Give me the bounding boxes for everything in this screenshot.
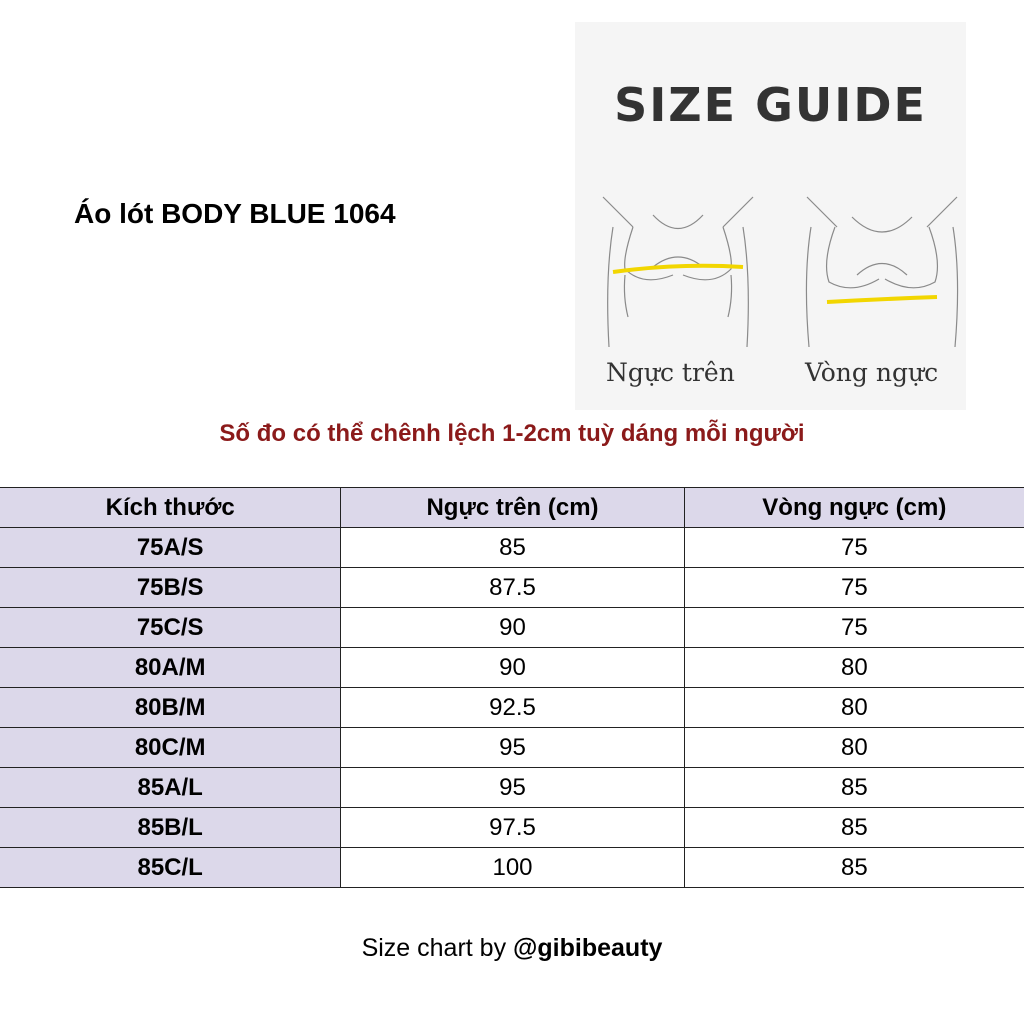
header-size: Kích thước (0, 488, 341, 528)
underbust-cell: 75 (684, 608, 1024, 648)
underbust-cell: 75 (684, 568, 1024, 608)
size-cell: 80A/M (0, 648, 341, 688)
table-row (0, 568, 1024, 608)
table-header-row (0, 488, 1024, 528)
table-row (0, 608, 1024, 648)
underbust-caption: Vòng ngực (805, 358, 939, 387)
header-upper-bust: Ngực trên (cm) (341, 488, 684, 528)
upper-bust-cell: 90 (341, 608, 684, 648)
underbust-measure-icon (797, 187, 967, 357)
underbust-cell: 80 (684, 688, 1024, 728)
table-row (0, 728, 1024, 768)
upper-bust-cell: 97.5 (341, 808, 684, 848)
size-cell: 80B/M (0, 688, 341, 728)
upper-bust-cell: 90 (341, 648, 684, 688)
footer-prefix: Size chart by (361, 934, 514, 962)
size-guide-title: SIZE GUIDE (614, 78, 927, 132)
upper-bust-cell: 85 (341, 528, 684, 568)
product-title: Áo lót BODY BLUE 1064 (74, 198, 396, 229)
size-cell: 85B/L (0, 808, 341, 848)
header-underbust: Vòng ngực (cm) (684, 488, 1024, 528)
size-guide-panel (575, 22, 966, 410)
upper-bust-cell: 95 (341, 728, 684, 768)
footer-handle: @gibibeauty (513, 934, 663, 962)
table-row (0, 848, 1024, 888)
footer-credit (0, 934, 1024, 963)
underbust-cell: 85 (684, 768, 1024, 808)
size-cell: 85A/L (0, 768, 341, 808)
upper-bust-cell: 100 (341, 848, 684, 888)
table-row (0, 688, 1024, 728)
underbust-cell: 85 (684, 848, 1024, 888)
table-row (0, 528, 1024, 568)
upper-bust-measure-icon (593, 187, 763, 357)
table-row (0, 808, 1024, 848)
underbust-cell: 80 (684, 728, 1024, 768)
upper-bust-cell: 87.5 (341, 568, 684, 608)
underbust-cell: 80 (684, 648, 1024, 688)
size-cell: 75A/S (0, 528, 341, 568)
size-cell: 85C/L (0, 848, 341, 888)
size-cell: 80C/M (0, 728, 341, 768)
underbust-cell: 85 (684, 808, 1024, 848)
table-row (0, 648, 1024, 688)
measurement-note: Số đo có thể chênh lệch 1-2cm tuỳ dáng mỗi người (219, 420, 805, 447)
size-table (0, 487, 1024, 888)
upper-bust-cell: 95 (341, 768, 684, 808)
size-cell: 75B/S (0, 568, 341, 608)
upper-bust-cell: 92.5 (341, 688, 684, 728)
underbust-cell: 75 (684, 528, 1024, 568)
size-cell: 75C/S (0, 608, 341, 648)
upper-bust-caption: Ngực trên (606, 358, 735, 387)
table-row (0, 768, 1024, 808)
